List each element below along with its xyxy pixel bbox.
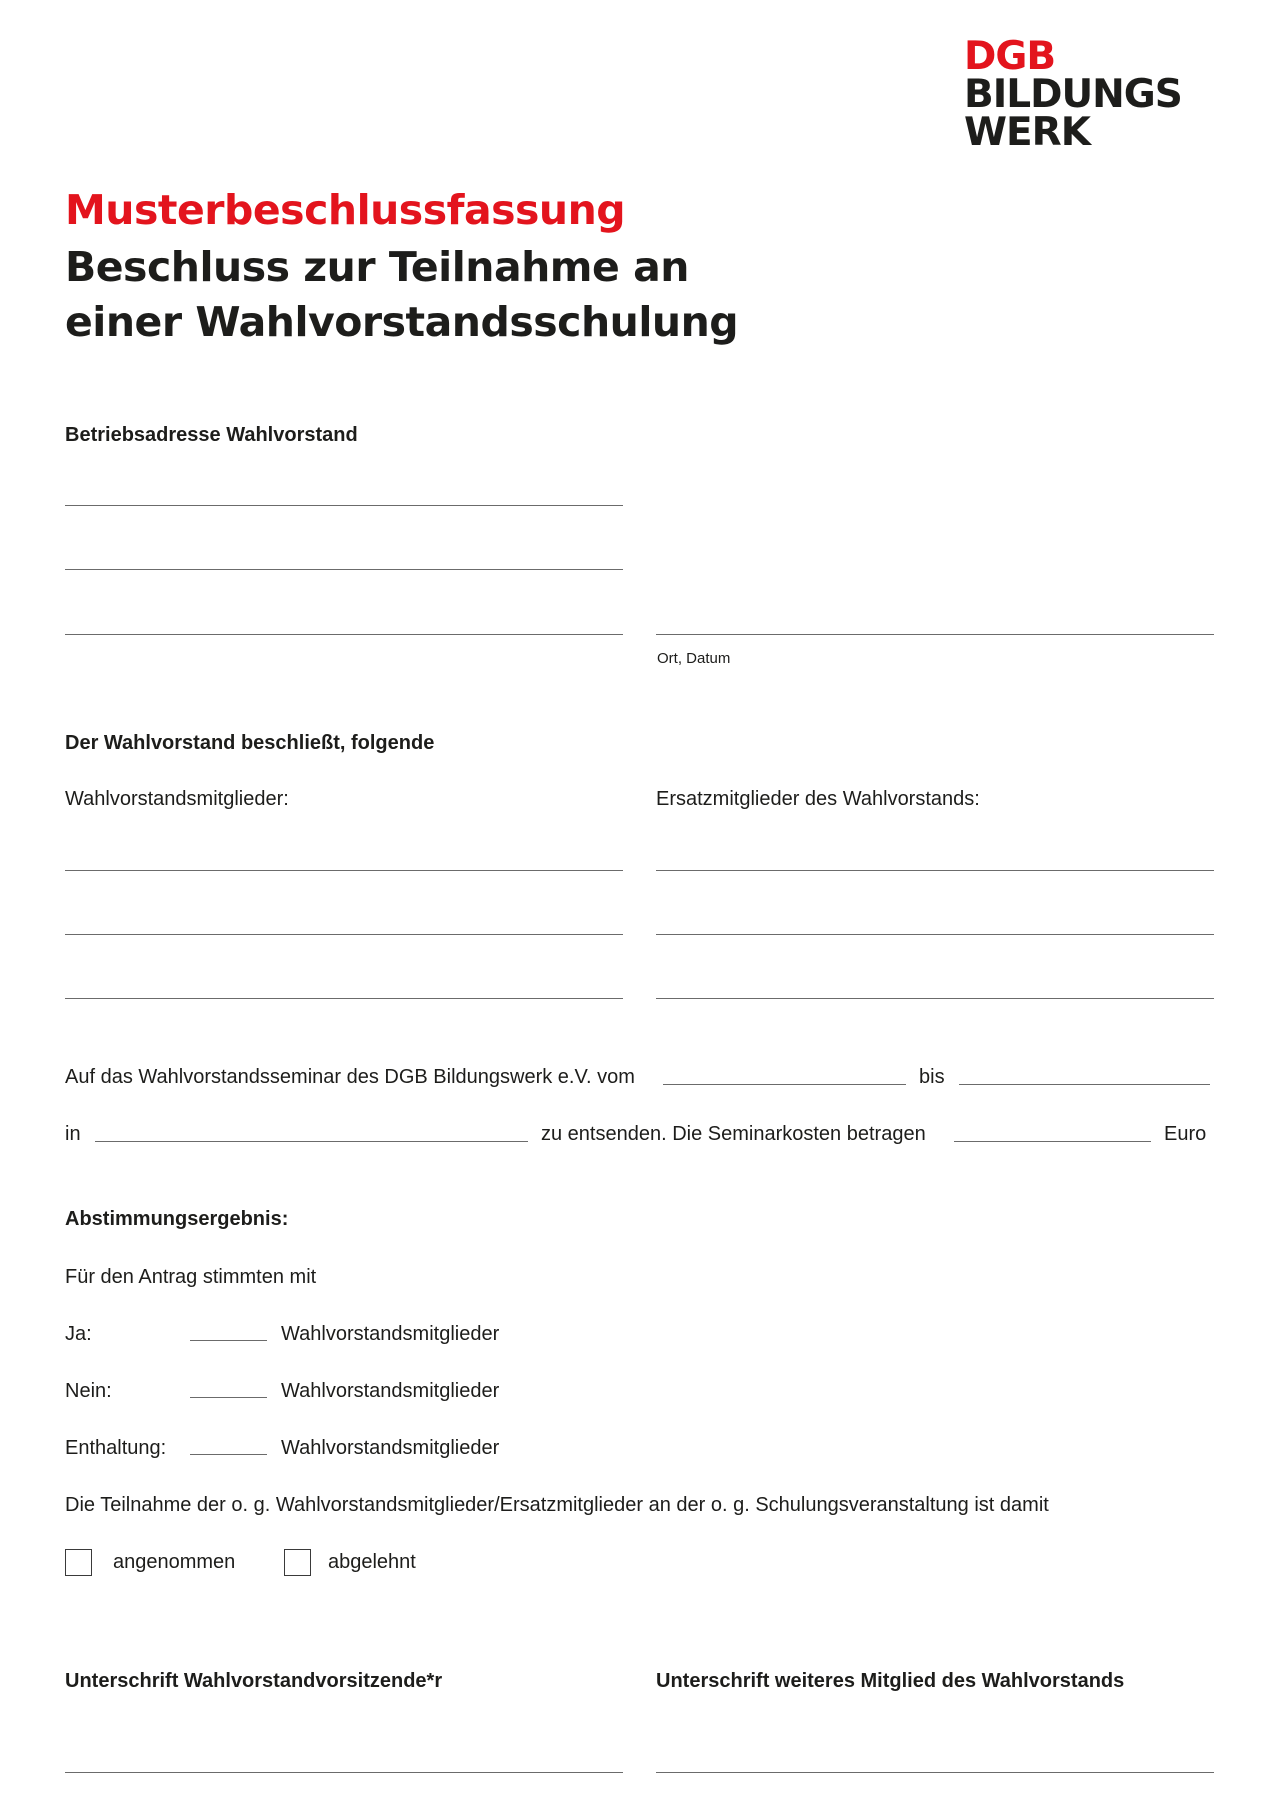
- seminar-end-date-field[interactable]: [959, 1084, 1210, 1085]
- seminar-start-date-field[interactable]: [663, 1084, 906, 1085]
- vote-heading: Abstimmungsergebnis:: [65, 1208, 289, 1230]
- member-field-3[interactable]: [65, 998, 623, 999]
- members-label: Wahlvorstandsmitglieder:: [65, 788, 289, 810]
- vote-no-count-field[interactable]: [190, 1397, 267, 1398]
- rejected-label: abgelehnt: [328, 1551, 416, 1573]
- vote-no-label: Nein:: [65, 1380, 112, 1402]
- seminar-text-costs: zu entsenden. Die Seminarkosten betragen: [541, 1123, 926, 1145]
- substitute-field-1[interactable]: [656, 870, 1214, 871]
- seminar-location-field[interactable]: [95, 1141, 528, 1142]
- vote-result-text: Die Teilnahme der o. g. Wahlvorstandsmitglieder/Ersatzmitglieder an der o. g. Schulungsveranstaltung ist damit: [65, 1494, 1049, 1516]
- seminar-text-vom: Auf das Wahlvorstandsseminar des DGB Bildungswerk e.V. vom: [65, 1066, 635, 1088]
- accepted-label: angenommen: [113, 1551, 236, 1573]
- signature-member-label: Unterschrift weiteres Mitglied des Wahlvorstands: [656, 1670, 1125, 1692]
- signature-chair-label: Unterschrift Wahlvorstandvorsitzende*r: [65, 1670, 443, 1692]
- vote-intro: Für den Antrag stimmten mit: [65, 1266, 317, 1288]
- substitutes-label: Ersatzmitglieder des Wahlvorstands:: [656, 788, 980, 810]
- signature-chair-field[interactable]: [65, 1772, 623, 1773]
- seminar-text-euro: Euro: [1164, 1123, 1207, 1145]
- address-line-1[interactable]: [65, 505, 623, 506]
- place-date-field[interactable]: [656, 634, 1214, 635]
- seminar-costs-field[interactable]: [954, 1141, 1151, 1142]
- logo-line-dgb: DGB: [964, 34, 1056, 79]
- seminar-text-bis: bis: [919, 1066, 945, 1088]
- address-line-2[interactable]: [65, 569, 623, 570]
- seminar-text-in: in: [65, 1123, 81, 1145]
- logo-line-bildungs: BILDUNGS: [964, 72, 1182, 117]
- vote-yes-suffix: Wahlvorstandsmitglieder: [281, 1323, 500, 1345]
- vote-no-suffix: Wahlvorstandsmitglieder: [281, 1380, 500, 1402]
- vote-abstain-label: Enthaltung:: [65, 1437, 167, 1459]
- substitute-field-2[interactable]: [656, 934, 1214, 935]
- member-field-1[interactable]: [65, 870, 623, 871]
- decision-heading: Der Wahlvorstand beschließt, folgende: [65, 732, 435, 754]
- substitute-field-3[interactable]: [656, 998, 1214, 999]
- member-field-2[interactable]: [65, 934, 623, 935]
- document-title-red: Musterbeschlussfassung: [65, 186, 626, 234]
- logo-line-werk: WERK: [964, 110, 1090, 155]
- vote-abstain-suffix: Wahlvorstandsmitglieder: [281, 1437, 500, 1459]
- vote-abstain-count-field[interactable]: [190, 1454, 267, 1455]
- vote-yes-count-field[interactable]: [190, 1340, 267, 1341]
- document-title-line1: Beschluss zur Teilnahme an: [65, 243, 689, 291]
- address-line-3[interactable]: [65, 634, 623, 635]
- dgb-bildungswerk-logo: [964, 34, 1182, 155]
- document-title-line2: einer Wahlvorstandsschulung: [65, 298, 739, 346]
- signature-member-field[interactable]: [656, 1772, 1214, 1773]
- place-date-label: Ort, Datum: [657, 650, 731, 667]
- rejected-checkbox[interactable]: [284, 1549, 311, 1576]
- vote-yes-label: Ja:: [65, 1323, 92, 1345]
- address-label: Betriebsadresse Wahlvorstand: [65, 424, 358, 446]
- accepted-checkbox[interactable]: [65, 1549, 92, 1576]
